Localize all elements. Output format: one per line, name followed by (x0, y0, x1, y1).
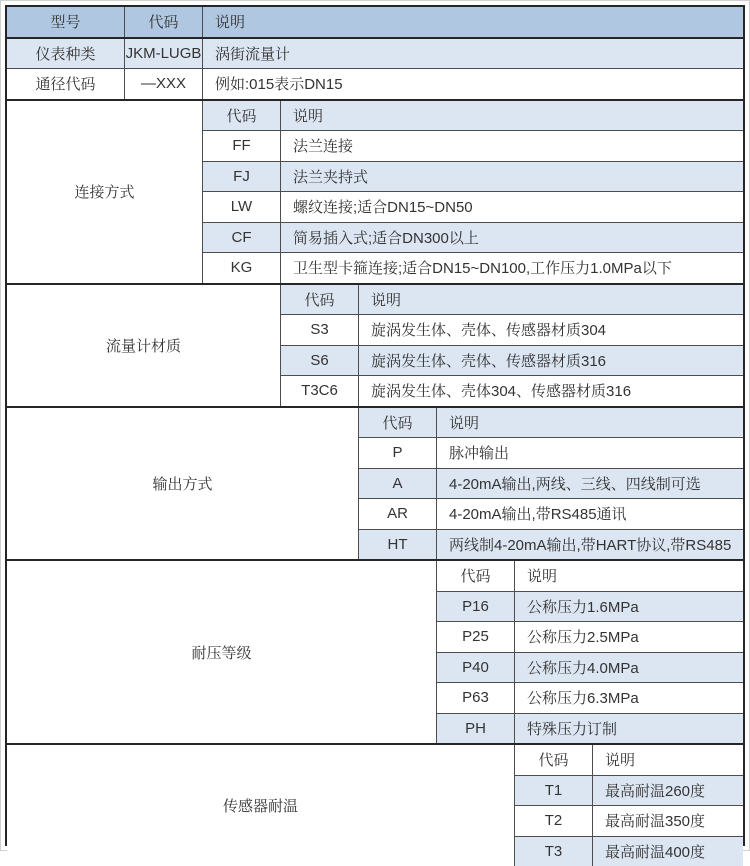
row-label: 通径代码 (7, 69, 125, 99)
table-row (203, 192, 743, 223)
code-cell: P (359, 438, 437, 468)
desc-cell: 公称压力2.5MPa (515, 622, 743, 652)
table-row (359, 530, 743, 560)
code-cell: T1 (515, 776, 593, 806)
desc-cell: 最高耐温350度 (593, 806, 743, 836)
nested-header-row (281, 285, 743, 316)
code-cell: T3 (515, 837, 593, 866)
row-diameter-code (7, 69, 743, 99)
nested-col-header-code: 代码 (515, 745, 593, 775)
table-row (203, 253, 743, 283)
nested-col-header-desc: 说明 (437, 408, 743, 438)
section-body (359, 408, 743, 560)
table-row (515, 776, 743, 807)
model-selection-table (5, 5, 745, 846)
table-row (437, 592, 743, 623)
code-cell: P25 (437, 622, 515, 652)
nested-header-row (359, 408, 743, 439)
section-label: 输出方式 (7, 408, 359, 560)
row-instrument-type (7, 39, 743, 70)
desc-cell: 最高耐温400度 (593, 837, 743, 866)
code-cell: FF (203, 131, 281, 161)
table-row (359, 438, 743, 469)
nested-col-header-desc: 说明 (359, 285, 743, 315)
code-cell: S3 (281, 315, 359, 345)
desc-cell: 例如:015表示DN15 (203, 69, 743, 99)
table-row (359, 499, 743, 530)
main-header-row (7, 7, 743, 39)
table-row (437, 653, 743, 684)
table-row (281, 376, 743, 406)
desc-cell: 4-20mA输出,带RS485通讯 (437, 499, 743, 529)
nested-col-header-code: 代码 (437, 561, 515, 591)
nested-col-header-desc: 说明 (281, 101, 743, 131)
table-row (515, 806, 743, 837)
section-connection-type (7, 99, 743, 283)
desc-cell: 涡街流量计 (203, 39, 743, 69)
col-header-code: 代码 (125, 7, 203, 37)
code-cell: LW (203, 192, 281, 222)
row-label: 仪表种类 (7, 39, 125, 69)
desc-cell: 公称压力4.0MPa (515, 653, 743, 683)
desc-cell: 4-20mA输出,两线、三线、四线制可选 (437, 469, 743, 499)
nested-header-row (515, 745, 743, 776)
section-body (437, 561, 743, 743)
code-cell: PH (437, 714, 515, 744)
desc-cell: 卫生型卡箍连接;适合DN15~DN100,工作压力1.0MPa以下 (281, 253, 743, 283)
section-meter-material (7, 283, 743, 406)
code-cell: FJ (203, 162, 281, 192)
section-pressure-rating (7, 559, 743, 743)
desc-cell: 法兰连接 (281, 131, 743, 161)
code-cell: CF (203, 223, 281, 253)
table-row (281, 315, 743, 346)
desc-cell: 法兰夹持式 (281, 162, 743, 192)
desc-cell: 旋涡发生体、壳体、传感器材质316 (359, 346, 743, 376)
table-row (203, 131, 743, 162)
nested-col-header-code: 代码 (203, 101, 281, 131)
desc-cell: 脉冲输出 (437, 438, 743, 468)
desc-cell: 公称压力1.6MPa (515, 592, 743, 622)
table-row (203, 223, 743, 254)
code-cell: AR (359, 499, 437, 529)
table-row (437, 714, 743, 744)
nested-col-header-desc: 说明 (593, 745, 743, 775)
desc-cell: 公称压力6.3MPa (515, 683, 743, 713)
section-label: 耐压等级 (7, 561, 437, 743)
code-cell: S6 (281, 346, 359, 376)
code-cell: T2 (515, 806, 593, 836)
code-cell: P63 (437, 683, 515, 713)
col-header-desc: 说明 (203, 7, 743, 37)
nested-header-row (437, 561, 743, 592)
section-sensor-temperature (7, 743, 743, 866)
table-row (515, 837, 743, 866)
desc-cell: 特殊压力订制 (515, 714, 743, 744)
table-row (437, 622, 743, 653)
section-label: 连接方式 (7, 101, 203, 283)
desc-cell: 简易插入式;适合DN300以上 (281, 223, 743, 253)
section-body (281, 285, 743, 406)
table-row (437, 683, 743, 714)
section-body (203, 101, 743, 283)
section-label: 流量计材质 (7, 285, 281, 406)
nested-col-header-desc: 说明 (515, 561, 743, 591)
desc-cell: 最高耐温260度 (593, 776, 743, 806)
nested-header-row (203, 101, 743, 132)
code-cell: A (359, 469, 437, 499)
desc-cell: 螺纹连接;适合DN15~DN50 (281, 192, 743, 222)
section-label: 传感器耐温 (7, 745, 515, 866)
table-row (203, 162, 743, 193)
code-cell: KG (203, 253, 281, 283)
code-cell: P16 (437, 592, 515, 622)
desc-cell: 两线制4-20mA输出,带HART协议,带RS485 (437, 530, 743, 560)
desc-cell: 旋涡发生体、壳体304、传感器材质316 (359, 376, 743, 406)
code-cell: —XXX (125, 69, 203, 99)
code-cell: HT (359, 530, 437, 560)
nested-col-header-code: 代码 (281, 285, 359, 315)
table-row (281, 346, 743, 377)
table-row (359, 469, 743, 500)
section-output-mode (7, 406, 743, 560)
code-cell: T3C6 (281, 376, 359, 406)
col-header-model: 型号 (7, 7, 125, 37)
desc-cell: 旋涡发生体、壳体、传感器材质304 (359, 315, 743, 345)
code-cell: JKM-LUGB (125, 39, 203, 69)
section-body (515, 745, 743, 866)
code-cell: P40 (437, 653, 515, 683)
nested-col-header-code: 代码 (359, 408, 437, 438)
